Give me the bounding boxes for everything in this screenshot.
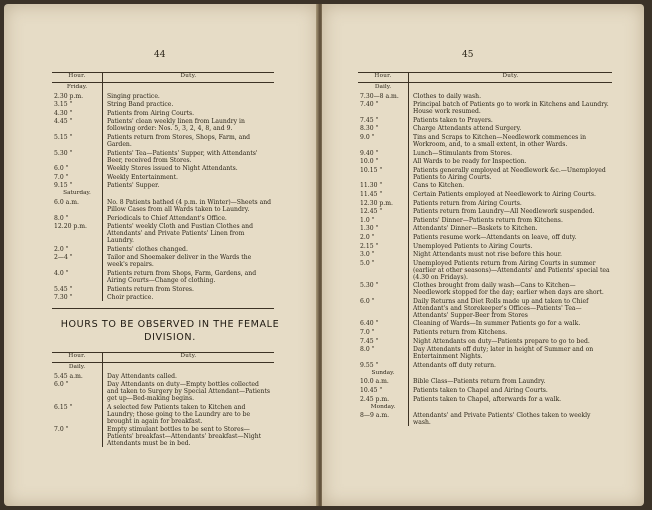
female-daily-hours-table bbox=[358, 72, 612, 426]
female-hours-table bbox=[52, 352, 274, 447]
duty-cell: Unemployed Patients return from Airing Courts in summer (earlier at other seasons)—Attendants' and Patients' special tea (4.30 on Fridays). bbox=[413, 259, 610, 281]
left-page bbox=[4, 4, 318, 506]
table-row bbox=[358, 250, 612, 259]
hour-cell: 10.0 " bbox=[358, 157, 409, 166]
table-row bbox=[52, 197, 274, 213]
hour-cell: 7.30 " bbox=[52, 293, 103, 302]
duty-cell: Patients taken to Chapel and Airing Courts. bbox=[413, 387, 548, 395]
table-row bbox=[358, 207, 612, 216]
table-row bbox=[52, 371, 274, 380]
duty-cell: Unemployed Patients to Airing Courts. bbox=[413, 242, 533, 250]
hour-cell: 6.0 a.m. bbox=[52, 197, 103, 213]
hour-cell: 5.15 " bbox=[52, 132, 103, 148]
table-row bbox=[52, 268, 274, 284]
hour-cell: 1.0 " bbox=[358, 215, 409, 224]
duty-cell: Empty stimulant bottles to be sent to Stores—Patients' breakfast—Attendants' breakfast—Night Attendants must be in bed. bbox=[107, 426, 262, 448]
hour-cell: 5.45 a.m. bbox=[52, 371, 103, 380]
duty-cell: Patients return from Shops, Farm, Gardens, and Airing Courts—Change of clothing. bbox=[107, 269, 257, 284]
duty-cell: Tins and Scraps to Kitchen—Needlework commences in Workroom, and, to a small extent, in other Wards. bbox=[413, 133, 587, 148]
duty-cell: Patients' clean weekly linen from Laundry in following order: Nos. 5, 3, 2, 4, 8, and 9. bbox=[107, 118, 245, 133]
table-row bbox=[358, 232, 612, 241]
duty-cell: Patients resume work—Attendants on leave, off duty. bbox=[413, 233, 577, 241]
duty-cell: Patients return from Kitchens. bbox=[413, 329, 508, 337]
table-row bbox=[358, 345, 612, 361]
day-label: Friday. bbox=[52, 83, 103, 92]
hour-cell: 2.45 p.m. bbox=[358, 394, 409, 403]
hour-cell: 6.15 " bbox=[52, 402, 103, 425]
right-page bbox=[322, 4, 644, 506]
table-row bbox=[358, 319, 612, 328]
table-row bbox=[358, 394, 612, 403]
duty-cell: Attendants' and Private Patients' Clothes taken to weekly wash. bbox=[413, 412, 591, 427]
table-row bbox=[52, 164, 274, 173]
table-row bbox=[358, 100, 612, 116]
table-row bbox=[358, 132, 612, 148]
duty-cell: Charge Attendants attend Surgery. bbox=[413, 125, 522, 133]
table-row bbox=[358, 165, 612, 181]
hour-cell: 3.15 " bbox=[52, 100, 103, 109]
hour-cell: 9.55 " bbox=[358, 360, 409, 369]
table-row bbox=[358, 281, 612, 297]
hour-cell: 7.0 " bbox=[358, 327, 409, 336]
table-row bbox=[358, 124, 612, 133]
hour-cell: 2.15 " bbox=[358, 241, 409, 250]
hour-cell: 7.0 " bbox=[52, 172, 103, 181]
duty-cell: Patients' weekly Cloth and Fustian Clothes and Attendants' and Private Patients' Linen from Laundry. bbox=[107, 223, 253, 245]
duty-cell: Patients return from Stores, Shops, Farm, and Garden. bbox=[107, 133, 251, 148]
day-group-row bbox=[52, 83, 274, 92]
table-row bbox=[358, 215, 612, 224]
hour-cell: 10.45 " bbox=[358, 385, 409, 394]
duty-cell: Clothes brought from daily wash—Cans to Kitchen—Needlework stopped for the day; earlier when days are short. bbox=[413, 282, 604, 297]
hour-cell: 7.40 " bbox=[358, 100, 409, 116]
duty-header: Duty. bbox=[103, 353, 275, 363]
table-row bbox=[52, 253, 274, 269]
day-group-row bbox=[358, 83, 612, 92]
table-row bbox=[358, 385, 612, 394]
table-row bbox=[358, 189, 612, 198]
male-hours-table bbox=[52, 72, 274, 301]
table-row bbox=[52, 425, 274, 448]
duty-cell: Tailor and Shoemaker deliver in the Wards the week's repairs. bbox=[107, 254, 252, 269]
duty-cell: All Wards to be ready for Inspection. bbox=[413, 158, 527, 166]
hour-cell: 7.30—8 a.m. bbox=[358, 91, 409, 100]
table-row bbox=[358, 411, 612, 427]
table-row bbox=[52, 132, 274, 148]
hour-cell: 7.0 " bbox=[52, 425, 103, 448]
day-group-row bbox=[358, 369, 612, 377]
table-row bbox=[358, 224, 612, 233]
duty-cell: Patients return from Airing Courts. bbox=[413, 199, 522, 207]
table-row bbox=[52, 284, 274, 293]
page-number: 45 bbox=[462, 50, 474, 60]
day-label: Daily. bbox=[358, 83, 409, 92]
table-row bbox=[52, 213, 274, 222]
table-row bbox=[358, 258, 612, 281]
hour-cell: 9.0 " bbox=[358, 132, 409, 148]
duty-cell: Cleaning of Wards—In summer Patients go for a walk. bbox=[413, 320, 581, 328]
duty-cell: Daily Returns and Diet Rolls made up and taken to Chief Attendant's and Storekeeper's Offices—Patients' Tea—Attendants' Supper-Beer from Stores bbox=[413, 297, 589, 319]
duty-cell: Weekly Entertainment. bbox=[107, 173, 178, 181]
duty-cell: Patients taken to Chapel, afterwards for a walk. bbox=[413, 395, 562, 403]
duty-cell: Clothes to daily wash. bbox=[413, 92, 482, 100]
empty-cell bbox=[103, 189, 275, 197]
empty-cell bbox=[409, 369, 613, 377]
hour-cell: 2.0 " bbox=[52, 244, 103, 253]
hour-cell: 3.0 " bbox=[358, 250, 409, 259]
table-row bbox=[52, 148, 274, 164]
duty-cell: String Band practice. bbox=[107, 101, 174, 109]
duty-cell: Patients return from Laundry—All Needlework suspended. bbox=[413, 208, 595, 216]
day-label: Monday. bbox=[358, 403, 409, 411]
duty-cell: A selected few Patients taken to Kitchen and Laundry; those going to the Laundry are to be brought in again for breakfast. bbox=[107, 403, 251, 425]
table-row bbox=[52, 402, 274, 425]
duty-cell: Patients' Dinner—Patients return from Kitchens. bbox=[413, 216, 563, 224]
table-row bbox=[358, 336, 612, 345]
table-row bbox=[358, 91, 612, 100]
empty-cell bbox=[409, 83, 613, 92]
duty-cell: Night Attendants must not rise before this hour. bbox=[413, 251, 562, 259]
table-row bbox=[52, 222, 274, 245]
empty-cell bbox=[103, 363, 275, 372]
duty-cell: Singing practice. bbox=[107, 92, 160, 100]
day-label: Saturday. bbox=[52, 189, 103, 197]
hour-cell: 1.30 " bbox=[358, 224, 409, 233]
duty-cell: Choir practice. bbox=[107, 294, 154, 302]
day-group-row bbox=[52, 363, 274, 372]
section-title: HOURS TO BE OBSERVED IN THE FEMALE DIVISION. bbox=[60, 319, 280, 343]
duty-header: Duty. bbox=[103, 73, 275, 83]
hour-cell: 6.0 " bbox=[52, 380, 103, 403]
table-row bbox=[52, 293, 274, 302]
duty-cell: Patients taken to Prayers. bbox=[413, 116, 493, 124]
page-number: 44 bbox=[154, 50, 166, 60]
hour-header: Hour. bbox=[52, 73, 103, 83]
empty-cell bbox=[409, 403, 613, 411]
hour-cell: 9.40 " bbox=[358, 148, 409, 157]
hour-cell: 2.30 p.m. bbox=[52, 91, 103, 100]
hour-cell: 8.0 " bbox=[358, 345, 409, 361]
duty-cell: Attendants off duty return. bbox=[413, 361, 496, 369]
hour-cell: 2.0 " bbox=[358, 232, 409, 241]
hour-cell: 6.0 " bbox=[358, 296, 409, 319]
hour-cell: 10.15 " bbox=[358, 165, 409, 181]
hour-cell: 4.0 " bbox=[52, 268, 103, 284]
hour-cell: 11.30 " bbox=[358, 181, 409, 190]
hour-cell: 8.30 " bbox=[358, 124, 409, 133]
hour-cell: 9.15 " bbox=[52, 181, 103, 190]
duty-cell: Patients' clothes changed. bbox=[107, 245, 188, 253]
duty-cell: No. 8 Patients bathed (4 p.m. in Winter)—Sheets and Pillow Cases from all Wards taken to Laundry. bbox=[107, 198, 272, 213]
hour-cell: 10.0 a.m. bbox=[358, 377, 409, 386]
day-label: Daily. bbox=[52, 363, 103, 372]
hour-cell: 12.30 p.m. bbox=[358, 198, 409, 207]
hour-cell: 4.30 " bbox=[52, 108, 103, 117]
table-row bbox=[52, 91, 274, 100]
hour-cell: 8.0 " bbox=[52, 213, 103, 222]
hour-cell: 5.30 " bbox=[358, 281, 409, 297]
duty-cell: Lunch—Stimulants from Stores. bbox=[413, 149, 513, 157]
duty-cell: Attendants' Dinner—Baskets to Kitchen. bbox=[413, 225, 538, 233]
duty-cell: Patients return from Stores. bbox=[107, 285, 194, 293]
duty-cell: Certain Patients employed at Needlework to Airing Courts. bbox=[413, 190, 596, 198]
hour-header: Hour. bbox=[52, 353, 103, 363]
duty-cell: Weekly Stores issued to Night Attendants. bbox=[107, 165, 238, 173]
duty-cell: Patients from Airing Courts. bbox=[107, 109, 195, 117]
table-row bbox=[358, 241, 612, 250]
duty-cell: Day Attendants on duty—Empty bottles collected and taken to Surgery by Special Attendant—Patients get up—Bed-making begins. bbox=[107, 381, 271, 403]
hour-cell: 7.45 " bbox=[358, 115, 409, 124]
hour-cell: 6.40 " bbox=[358, 319, 409, 328]
hour-cell: 5.45 " bbox=[52, 284, 103, 293]
table-row bbox=[52, 380, 274, 403]
table-row bbox=[358, 148, 612, 157]
duty-cell: Cans to Kitchen. bbox=[413, 182, 465, 190]
duty-cell: Periodicals to Chief Attendant's Office. bbox=[107, 214, 227, 222]
hour-cell: 2—4 " bbox=[52, 253, 103, 269]
table-end-rule bbox=[52, 308, 274, 309]
duty-cell: Day Attendants off duty; later in height of Summer and on Entertainment Nights. bbox=[413, 346, 594, 361]
day-group-row bbox=[358, 403, 612, 411]
duty-cell: Patients' Supper. bbox=[107, 182, 160, 190]
hour-cell: 6.0 " bbox=[52, 164, 103, 173]
hour-cell: 11.45 " bbox=[358, 189, 409, 198]
table-row bbox=[358, 115, 612, 124]
hour-cell: 12.45 " bbox=[358, 207, 409, 216]
table-row bbox=[52, 172, 274, 181]
hour-cell: 7.45 " bbox=[358, 336, 409, 345]
duty-cell: Patients generally employed at Needlework &c.—Unemployed Patients to Airing Courts. bbox=[413, 166, 606, 181]
duty-cell: Principal batch of Patients go to work in Kitchens and Laundry. House work resumed. bbox=[413, 101, 609, 116]
hour-cell: 4.45 " bbox=[52, 117, 103, 133]
table-row bbox=[52, 181, 274, 190]
table-row bbox=[358, 198, 612, 207]
hour-cell: 5.0 " bbox=[358, 258, 409, 281]
table-row bbox=[358, 296, 612, 319]
table-row bbox=[358, 327, 612, 336]
table-row bbox=[358, 157, 612, 166]
hour-cell: 12.20 p.m. bbox=[52, 222, 103, 245]
table-row bbox=[52, 108, 274, 117]
duty-cell: Day Attendants called. bbox=[107, 372, 177, 380]
day-label: Sunday. bbox=[358, 369, 409, 377]
hour-cell: 5.30 " bbox=[52, 148, 103, 164]
table-row bbox=[52, 100, 274, 109]
empty-cell bbox=[103, 83, 275, 92]
hour-cell: 8—9 a.m. bbox=[358, 411, 409, 427]
duty-cell: Bible Class—Patients return from Laundry. bbox=[413, 378, 546, 386]
hour-header: Hour. bbox=[358, 73, 409, 83]
table-row bbox=[52, 244, 274, 253]
table-row bbox=[52, 117, 274, 133]
table-row bbox=[358, 377, 612, 386]
table-row bbox=[358, 360, 612, 369]
day-group-row bbox=[52, 189, 274, 197]
table-row bbox=[358, 181, 612, 190]
duty-header: Duty. bbox=[409, 73, 613, 83]
duty-cell: Patients' Tea—Patients' Supper, with Attendants' Beer, received from Stores. bbox=[107, 149, 258, 164]
duty-cell: Night Attendants on duty—Patients prepare to go to bed. bbox=[413, 337, 590, 345]
